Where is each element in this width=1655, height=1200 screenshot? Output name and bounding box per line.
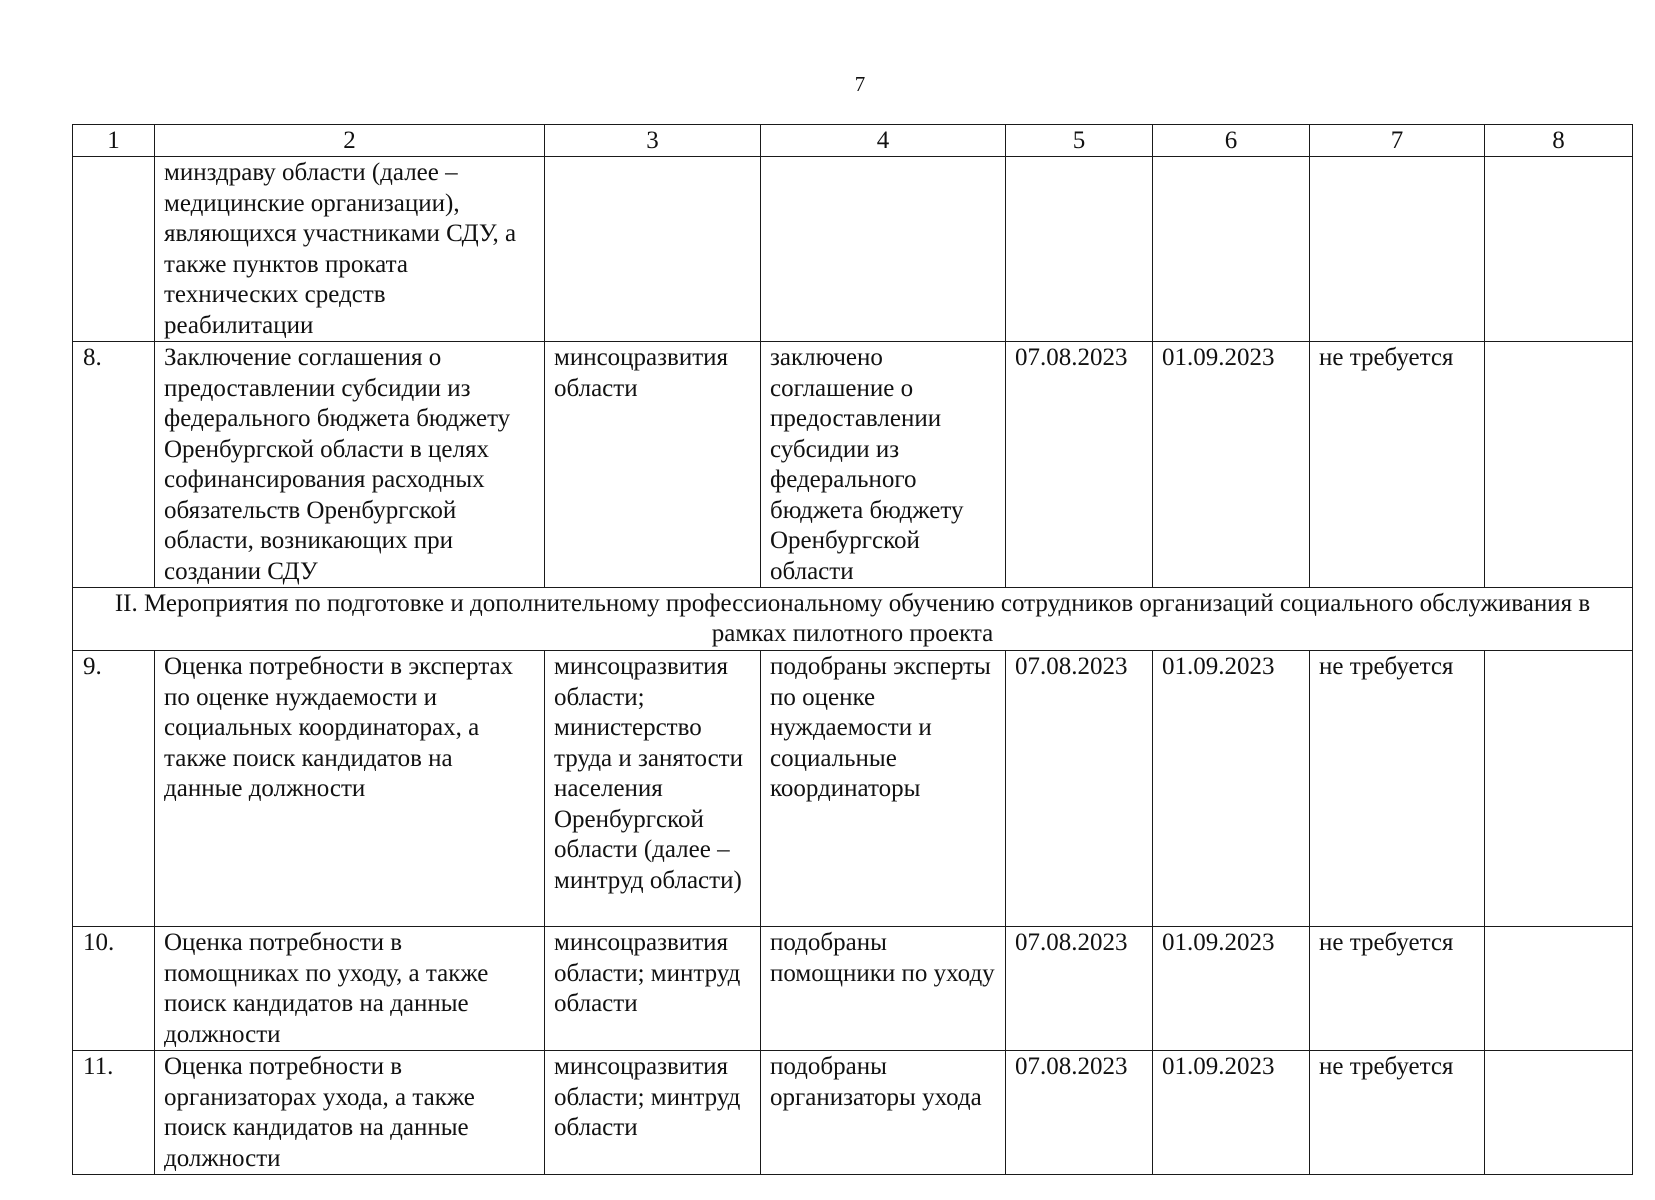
end-date-cell: 01.09.2023 [1153, 1051, 1310, 1175]
start-date-cell: 07.08.2023 [1006, 927, 1153, 1051]
column-number-3: 3 [545, 125, 761, 157]
page-number: 7 [854, 72, 866, 96]
column-number-7: 7 [1310, 125, 1485, 157]
section-2-title: II. Мероприятия по подготовке и дополнительному профессиональному обучению сотрудников организаций социального обслуживания в рамках пилотного проекта [73, 588, 1633, 651]
column-number-5: 5 [1006, 125, 1153, 157]
row-number-cell: 11. [73, 1051, 155, 1175]
note-cell [1485, 927, 1633, 1051]
result-cell: подобраны эксперты по оценке нуждаемости и социальные координаторы [761, 651, 1006, 927]
table-row-11 [73, 1051, 1633, 1175]
start-date-cell [1006, 157, 1153, 342]
result-cell: подобраны организаторы ухода [761, 1051, 1006, 1175]
start-date-cell: 07.08.2023 [1006, 651, 1153, 927]
row-number-cell: 10. [73, 927, 155, 1051]
event-cell: Оценка потребности в организаторах ухода, а также поиск кандидатов на данные должности [155, 1051, 545, 1175]
note-cell [1485, 1051, 1633, 1175]
end-date-cell: 01.09.2023 [1153, 927, 1310, 1051]
result-cell [761, 157, 1006, 342]
approval-cell: не требуется [1310, 651, 1485, 927]
approval-cell: не требуется [1310, 1051, 1485, 1175]
table-row-9 [73, 651, 1633, 927]
column-number-8: 8 [1485, 125, 1633, 157]
table-row-8 [73, 342, 1633, 588]
responsible-cell: минсоцразвития области; минтруд области [545, 1051, 761, 1175]
responsible-cell: минсоцразвития области; минтруд области [545, 927, 761, 1051]
end-date-cell: 01.09.2023 [1153, 651, 1310, 927]
section-heading-row [73, 588, 1633, 651]
table-row-continuation [73, 157, 1633, 342]
event-cell: Оценка потребности в помощниках по уходу, а также поиск кандидатов на данные должности [155, 927, 545, 1051]
approval-cell [1310, 157, 1485, 342]
row-number-cell [73, 157, 155, 342]
note-cell [1485, 157, 1633, 342]
row-number-cell: 9. [73, 651, 155, 927]
column-number-4: 4 [761, 125, 1006, 157]
note-cell [1485, 342, 1633, 588]
approval-cell: не требуется [1310, 342, 1485, 588]
result-cell: подобраны помощники по уходу [761, 927, 1006, 1051]
event-cell: Оценка потребности в экспертах по оценке нуждаемости и социальных координаторах, а также поиск кандидатов на данные должности [155, 651, 545, 927]
event-cell: Заключение соглашения о предоставлении субсидии из федерального бюджета бюджету Оренбургской области в целях софинансирования расходных обязательств Оренбургской области, возникающих при создании СДУ [155, 342, 545, 588]
end-date-cell [1153, 157, 1310, 342]
note-cell [1485, 651, 1633, 927]
activity-plan-table [72, 124, 1633, 1175]
column-number-1: 1 [73, 125, 155, 157]
row-number-cell: 8. [73, 342, 155, 588]
end-date-cell: 01.09.2023 [1153, 342, 1310, 588]
responsible-cell: минсоцразвития области [545, 342, 761, 588]
start-date-cell: 07.08.2023 [1006, 1051, 1153, 1175]
column-number-2: 2 [155, 125, 545, 157]
column-number-6: 6 [1153, 125, 1310, 157]
start-date-cell: 07.08.2023 [1006, 342, 1153, 588]
responsible-cell [545, 157, 761, 342]
table-row-10 [73, 927, 1633, 1051]
result-cell: заключено соглашение о предоставлении субсидии из федерального бюджета бюджету Оренбургской области [761, 342, 1006, 588]
event-cell: минздраву области (далее – медицинские организации), являющихся участниками СДУ, а также пунктов проката технических средств реабилитации [155, 157, 545, 342]
approval-cell: не требуется [1310, 927, 1485, 1051]
responsible-cell: минсоцразвития области; министерство труда и занятости населения Оренбургской области (далее – минтруд области) [545, 651, 761, 927]
column-number-header-row [73, 125, 1633, 157]
